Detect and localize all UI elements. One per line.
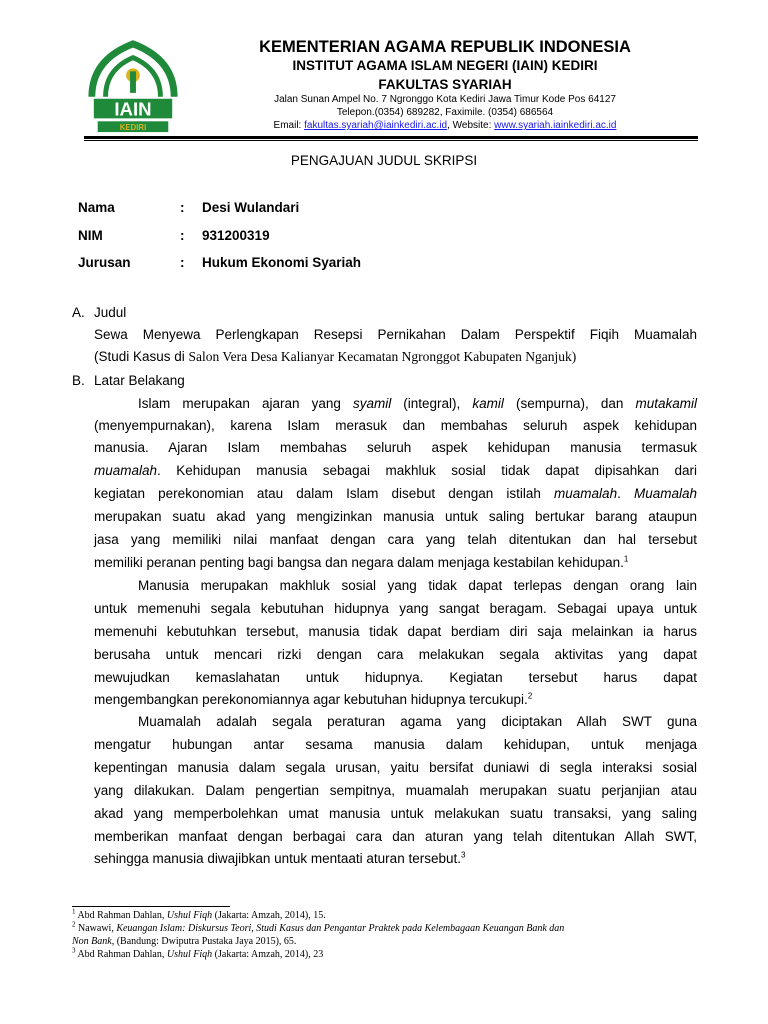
website-link[interactable]: www.syariah.iainkediri.ac.id xyxy=(494,120,617,131)
text: mengembangkan perekonomiannya agar kebutuhan hidupnya tercukupi. xyxy=(94,692,528,707)
footnote-2 xyxy=(72,920,698,935)
footnote-number: 3 xyxy=(72,946,76,955)
identity-key: Nama xyxy=(78,200,115,215)
text: , (Bandung: Dwiputra Pustaka Jaya 2015), 65. xyxy=(111,936,297,947)
text: Islam merupakan ajaran yang xyxy=(138,396,353,411)
p2-line-2: untuk memenuhi segala kebutuhan hidupnya yang sangat beragam. Sebagai upaya untuk xyxy=(94,601,697,616)
title-line-2b: Salon Vera Desa Kalianyar Kecamatan Ngronggot Kabupaten Nganjuk) xyxy=(188,349,577,364)
title-line-1: Sewa Menyewa Perlengkapan Resepsi Pernikahan Dalam Perspektif Fiqih Muamalah xyxy=(94,327,697,342)
identity-key: Jurusan xyxy=(78,255,131,270)
text: Abd Rahman Dahlan, xyxy=(75,910,167,921)
p2-line-5: mewujudkan kemaslahatan untuk hidupnya. Kegiatan tersebut harus dapat xyxy=(94,670,697,685)
italic-term: Muamalah xyxy=(633,486,697,501)
identity-value: Hukum Ekonomi Syariah xyxy=(202,255,362,270)
italic-title: Ushul Fiqh xyxy=(166,949,213,960)
text: (sempurna), dan xyxy=(503,396,636,411)
document-title: PENGAJUAN JUDUL SKRIPSI xyxy=(290,153,478,168)
text: Abd Rahman Dahlan, xyxy=(75,949,167,960)
p3-line-5: akad yang memperbolehkan umat manusia untuk melakukan suatu transaksi, yang saling xyxy=(94,806,697,821)
logo-subtext: KEDIRI xyxy=(119,123,147,133)
italic-term: muamalah xyxy=(94,463,158,478)
p1-line-1 xyxy=(138,396,697,412)
p1-line-5 xyxy=(94,486,697,502)
contact-line xyxy=(190,120,700,131)
p1-line-7: jasa yang memiliki nilai manfaat dengan cara yang telah ditentukan dan hal tersebut xyxy=(94,532,697,547)
identity-key: NIM xyxy=(78,228,103,243)
faculty-name: FAKULTAS SYARIAH xyxy=(378,77,512,92)
website-label: , Website: xyxy=(447,120,495,131)
text: . Kehidupan manusia sebagai makhluk sosial tidak dapat dipisahkan dari xyxy=(157,463,697,478)
p1-line-8 xyxy=(94,555,697,571)
footnote-ref[interactable]: 2 xyxy=(527,691,533,701)
text: (integral), xyxy=(391,396,473,411)
p1-line-6: merupakan suatu akad yang mengizinkan manusia untuk saling bertukar barang ataupun xyxy=(94,509,697,524)
p2-line-4: berusaha untuk mencari rizki dengan cara melakukan segala aktivitas yang dapat xyxy=(94,647,697,662)
letterhead-rule-thin xyxy=(84,140,698,141)
footnote-ref[interactable]: 1 xyxy=(623,554,629,564)
address-line: Jalan Sunan Ampel No. 7 Ngronggo Kota Kediri Jawa Timur Kode Pos 64127 xyxy=(274,94,616,105)
footnote-2-cont xyxy=(72,936,698,948)
text: . xyxy=(617,486,634,501)
identity-value: 931200319 xyxy=(202,228,270,243)
phone-line: Telepon.(0354) 689282, Faximile. (0354) 686564 xyxy=(336,107,554,118)
section-number: A. xyxy=(72,305,85,320)
section-label: Latar Belakang xyxy=(94,373,185,388)
title-line-2a: (Studi Kasus di xyxy=(94,349,189,364)
letterhead-rule-thick xyxy=(84,136,698,139)
p1-line-2: (menyempurnakan), karena Islam merasuk dan membahas seluruh aspek kehidupan xyxy=(94,418,697,433)
identity-sep: : xyxy=(180,228,185,243)
italic-term: muamalah xyxy=(554,486,618,501)
p2-line-3: memenuhi kebutuhkan tersebut, manusia tidak dapat berdiam diri saja melainkan ia harus xyxy=(94,624,697,639)
italic-term: syamil xyxy=(352,396,392,411)
section-number: B. xyxy=(72,373,85,388)
text: memiliki peranan penting bagi bangsa dan negara dalam menjaga kestabilan kehidupan. xyxy=(94,555,624,570)
p3-line-7 xyxy=(94,851,697,867)
italic-term: mutakamil xyxy=(635,396,697,411)
p1-line-4 xyxy=(94,463,697,479)
p3-line-4: yang dilakukan. Dalam pengertian sempitnya, muamalah merupakan suatu perjanjian atau xyxy=(94,783,697,798)
logo-text: IAIN xyxy=(114,98,152,120)
identity-sep: : xyxy=(180,200,185,215)
p3-line-1: Muamalah adalah segala peraturan agama yang diciptakan Allah SWT guna xyxy=(138,714,697,729)
institute-name: INSTITUT AGAMA ISLAM NEGERI (IAIN) KEDIRI xyxy=(292,58,598,73)
footnote-ref[interactable]: 3 xyxy=(460,850,466,860)
footnote-number: 1 xyxy=(72,907,76,916)
p2-line-1: Manusia merupakan makhluk sosial yang tidak dapat terlepas dengan orang lain xyxy=(138,578,697,593)
text: (Jakarta: Amzah, 2014), 15. xyxy=(212,910,326,921)
footnote-3 xyxy=(72,946,698,961)
p1-line-3: manusia. Ajaran Islam membahas seluruh aspek kehidupan manusia termasuk xyxy=(94,440,697,455)
text: sehingga manusia diwajibkan untuk mentaati aturan tersebut. xyxy=(94,851,461,866)
iain-kediri-logo xyxy=(84,38,182,136)
ministry-name: KEMENTERIAN AGAMA REPUBLIK INDONESIA xyxy=(259,38,631,56)
italic-title: Keuangan Islam: Diskursus Teori, Studi Kasus dan Pengantar Praktek pada Kelembagaan Keuangan Bank dan xyxy=(116,923,565,934)
identity-sep: : xyxy=(180,255,185,270)
email-link[interactable]: fakultas.syariah@iainkediri.ac.id xyxy=(304,120,448,131)
italic-title: Ushul Fiqh xyxy=(166,910,213,921)
footnote-separator xyxy=(72,906,230,907)
p3-line-2: mengatur hubungan antar sesama manusia dalam kehidupan, untuk menjaga xyxy=(94,737,697,752)
italic-title: Non Bank xyxy=(72,936,112,947)
p2-line-6 xyxy=(94,692,697,708)
footnote-1 xyxy=(72,907,698,922)
p3-line-6: memberikan manfaat dengan berbagai cara dan aturan yang telah ditentukan Allah SWT, xyxy=(94,829,697,844)
title-line-2 xyxy=(94,349,697,365)
p3-line-3: kepentingan manusia dalam segala urusan, yaitu bersifat duniawi di segla interaksi sosial xyxy=(94,760,697,775)
text: Nawawi, xyxy=(75,923,117,934)
text: kegiatan perekonomian atau dalam Islam disebut dengan istilah xyxy=(94,486,555,501)
section-label: Judul xyxy=(94,305,127,320)
footnote-number: 2 xyxy=(72,920,76,929)
text: (Jakarta: Amzah, 2014), 23 xyxy=(212,949,324,960)
email-label: Email: xyxy=(273,120,305,131)
identity-value: Desi Wulandari xyxy=(202,200,300,215)
italic-term: kamil xyxy=(472,396,504,411)
